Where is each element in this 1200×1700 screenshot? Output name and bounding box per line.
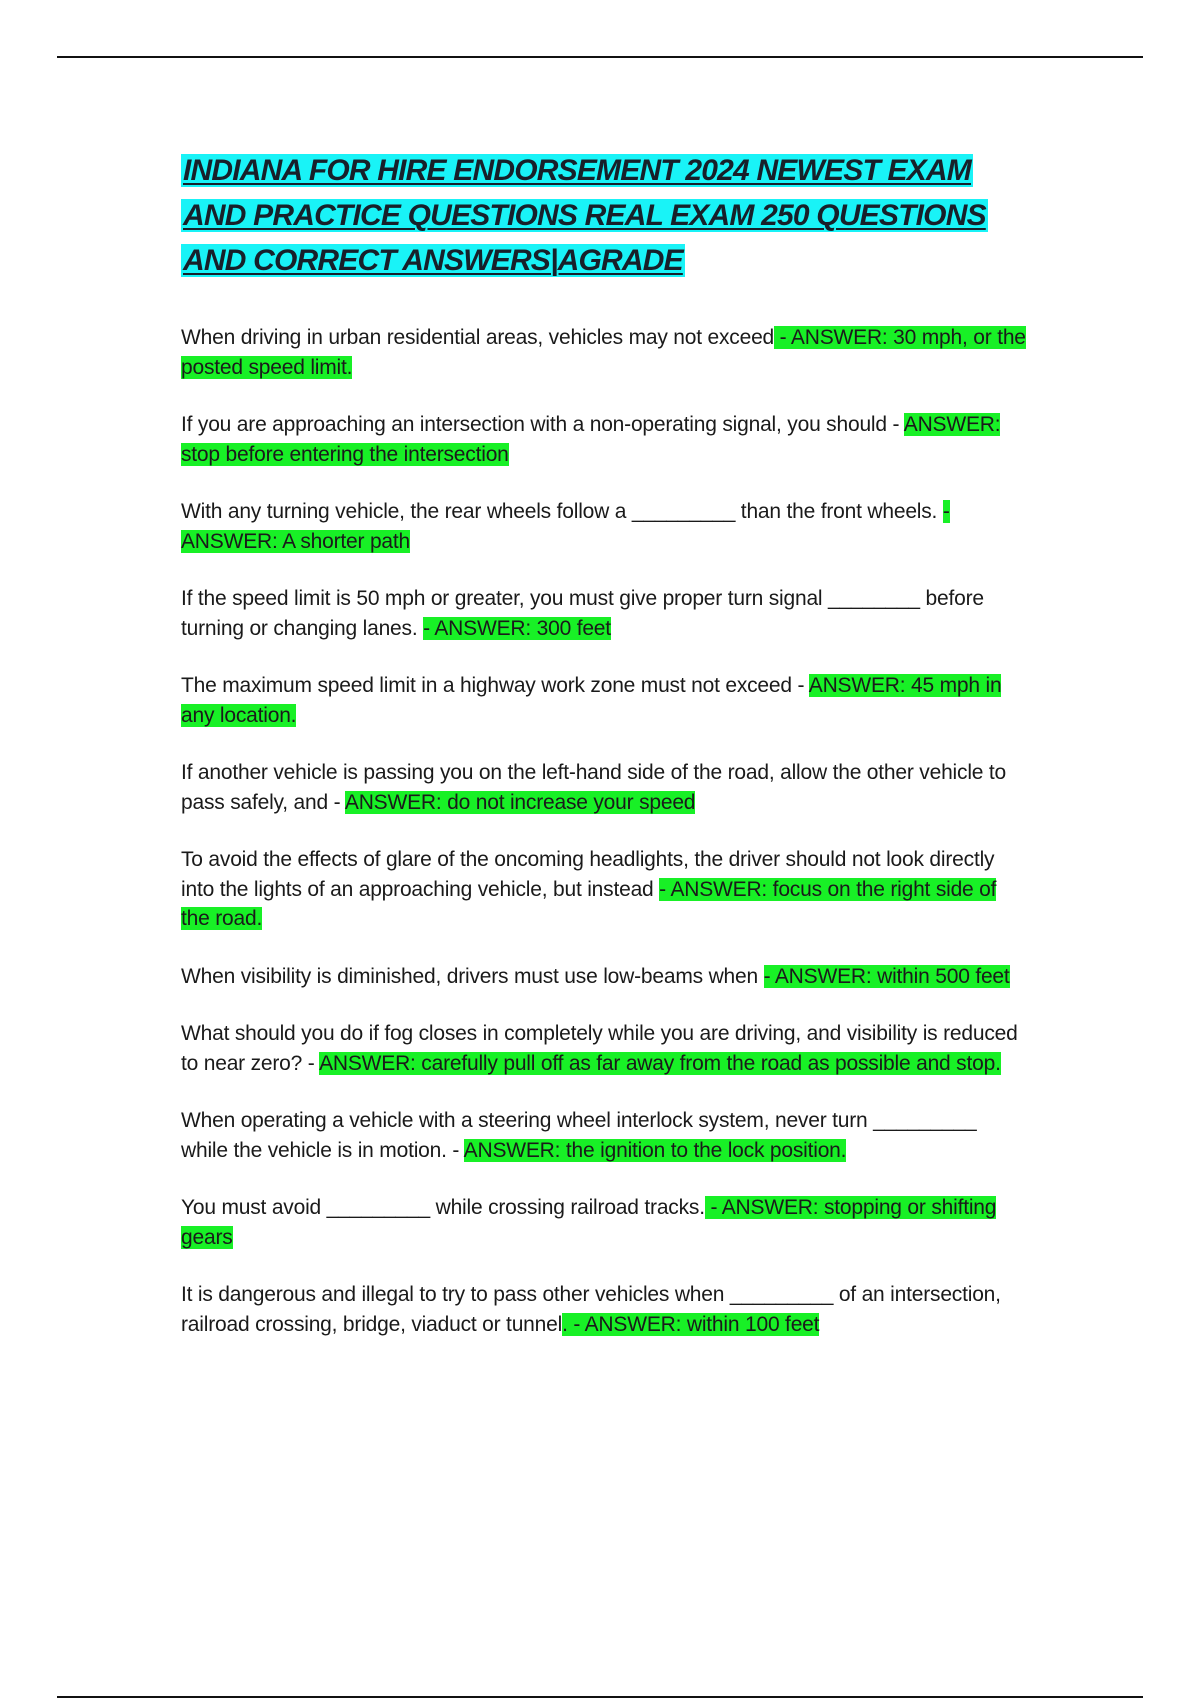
question-text: To avoid the effects of glare of the oncoming headlights, the driver should not look directly into the lights of an approaching vehicle, but instead [181, 848, 995, 901]
bottom-rule [57, 1696, 1143, 1698]
answer-text: . - ANSWER: within 100 feet [562, 1312, 820, 1336]
qa-item [181, 584, 1026, 643]
document-body [181, 148, 1026, 1367]
document-title [181, 148, 1026, 283]
answer-text: - ANSWER: A shorter path [181, 500, 950, 553]
qa-item [181, 1106, 1026, 1165]
qa-item [181, 758, 1026, 817]
question-text: If another vehicle is passing you on the left-hand side of the road, allow the other vehicle to pass safely, and - [181, 761, 1007, 814]
answer-text: ANSWER: stop before entering the intersection [181, 413, 1001, 466]
qa-item [181, 845, 1026, 934]
question-text: You must avoid _________ while crossing railroad tracks. [181, 1196, 705, 1219]
qa-item [181, 962, 1026, 992]
answer-text: ANSWER: the ignition to the lock position. [463, 1138, 847, 1162]
question-text: It is dangerous and illegal to try to pass other vehicles when _________ of an intersection, railroad crossing, bridge, viaduct or tunnel [181, 1283, 1001, 1336]
question-text: If the speed limit is 50 mph or greater, you must give proper turn signal ________ before turning or changing lanes. [181, 587, 984, 640]
document-title-text: INDIANA FOR HIRE ENDORSEMENT 2024 NEWEST EXAM AND PRACTICE QUESTIONS REAL EXAM 250 QUESTIONS AND CORRECT ANSWERS|AGRADE [183, 154, 986, 277]
qa-item [181, 1019, 1026, 1078]
qa-item [181, 410, 1026, 469]
qa-item [181, 497, 1026, 556]
question-text: If you are approaching an intersection with a non-operating signal, you should - [181, 413, 904, 436]
qa-item [181, 1280, 1026, 1339]
question-text: The maximum speed limit in a highway work zone must not exceed - [181, 674, 809, 697]
qa-item [181, 323, 1026, 382]
top-rule [57, 56, 1143, 58]
answer-text: ANSWER: carefully pull off as far away from the road as possible and stop. [319, 1051, 1001, 1075]
question-text: What should you do if fog closes in completely while you are driving, and visibility is reduced to near zero? - [181, 1022, 1018, 1075]
question-text: With any turning vehicle, the rear wheels follow a _________ than the front wheels. [181, 500, 943, 523]
qa-item [181, 1193, 1026, 1252]
answer-text: - ANSWER: 30 mph, or the posted speed limit. [181, 326, 1026, 379]
question-text: When driving in urban residential areas, vehicles may not exceed [181, 326, 775, 349]
question-text: When operating a vehicle with a steering wheel interlock system, never turn _________ while the vehicle is in motion. - [181, 1109, 977, 1162]
answer-text: - ANSWER: within 500 feet [763, 964, 1010, 988]
qa-item [181, 671, 1026, 730]
answer-text: - ANSWER: focus on the right side of the road. [181, 877, 997, 930]
answer-text: ANSWER: 45 mph in any location. [181, 674, 1002, 727]
answer-text: ANSWER: do not increase your speed [344, 790, 696, 814]
answer-text: - ANSWER: 300 feet [423, 616, 611, 640]
question-text: When visibility is diminished, drivers must use low-beams when [181, 964, 764, 988]
answer-text: - ANSWER: stopping or shifting gears [181, 1196, 997, 1249]
